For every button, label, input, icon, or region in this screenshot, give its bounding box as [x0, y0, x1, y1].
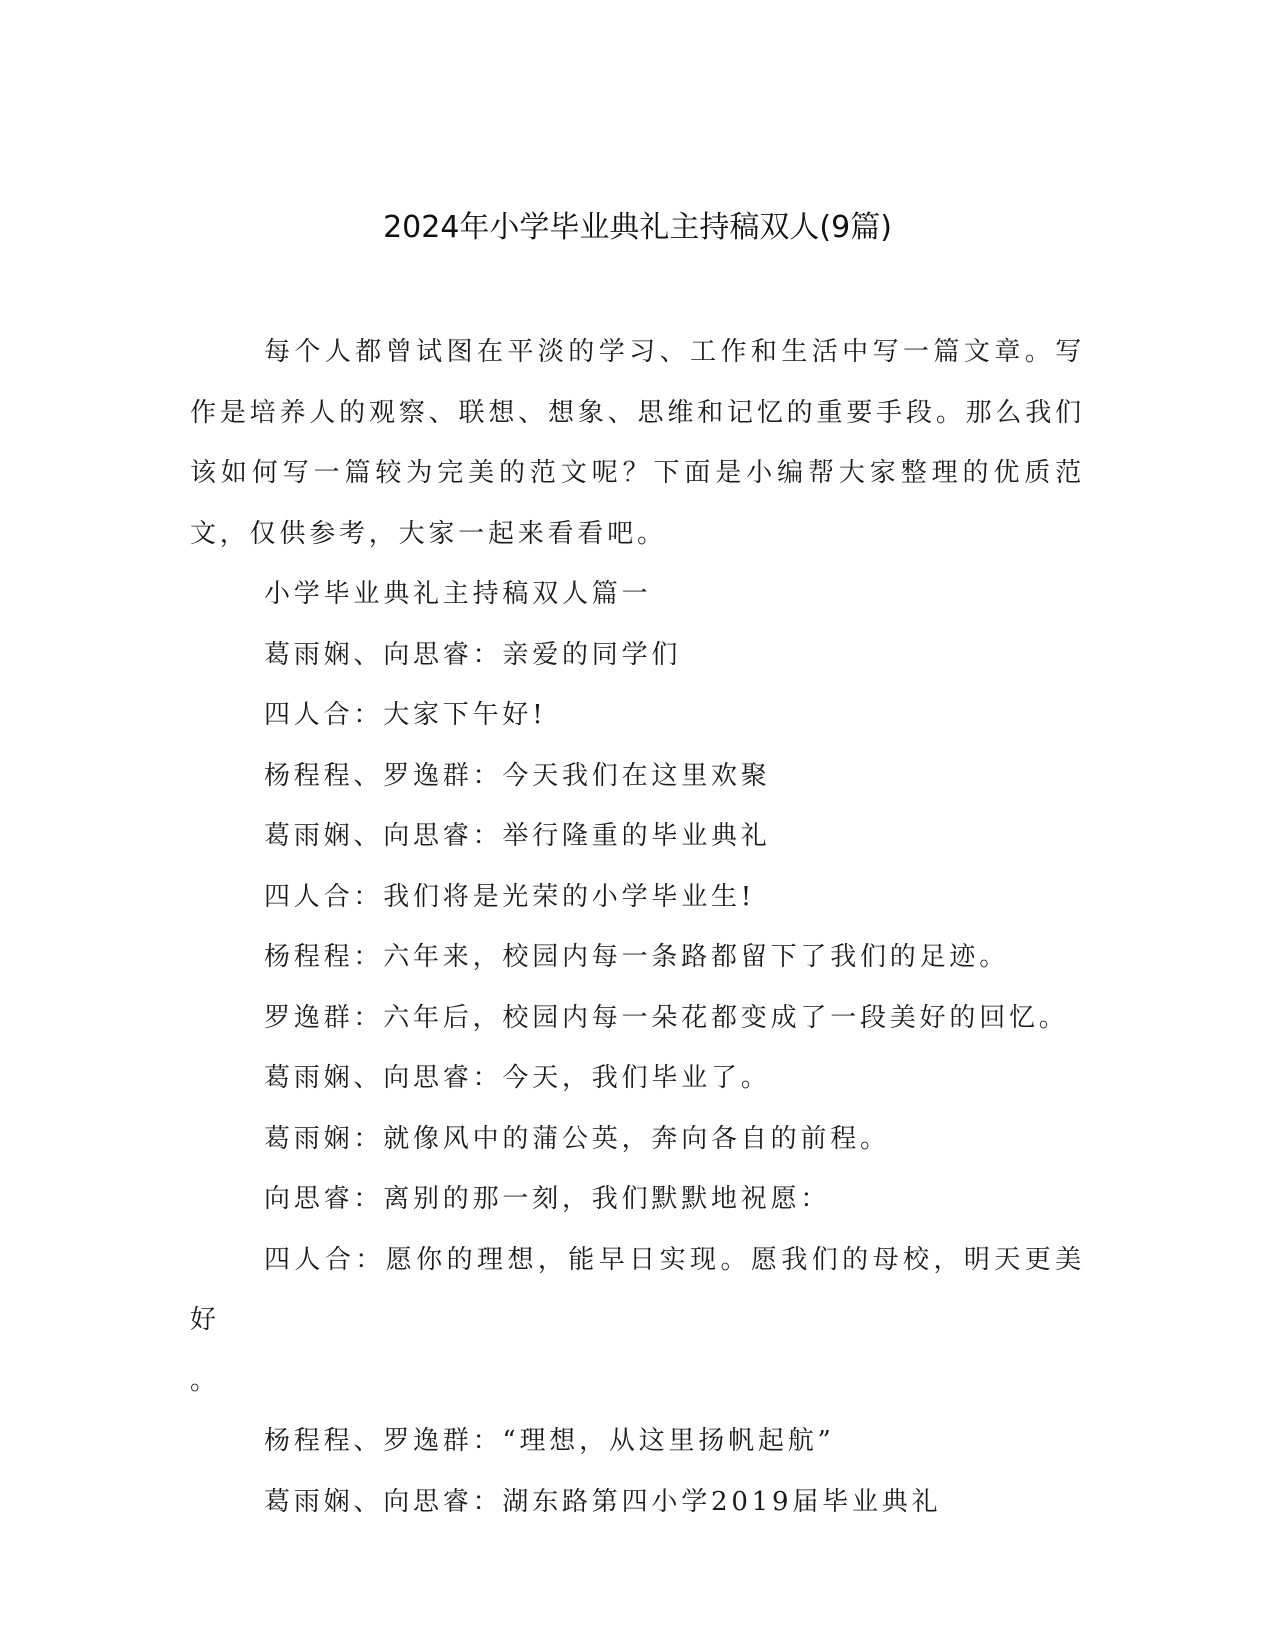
- script-line: 杨程程、罗逸群：“理想，从这里扬帆起航”: [264, 1426, 835, 1456]
- script-line: 四人合：愿你的理想，能早日实现。愿我们的母校，明天更美好: [190, 1244, 1085, 1335]
- script-line: 葛雨娴、向思睿：亲爱的同学们: [264, 639, 682, 670]
- script-line: 葛雨娴、向思睿：举行隆重的毕业典礼: [264, 821, 771, 851]
- script-line: 罗逸群：六年后，校园内每一朵花都变成了一段美好的回忆。: [264, 1002, 1069, 1033]
- document-title: 2024年小学毕业典礼主持稿双人(9篇): [383, 210, 892, 245]
- wrapped-punctuation: 。: [190, 1365, 220, 1396]
- script-line: 葛雨娴、向思睿：今天，我们毕业了。: [264, 1063, 771, 1093]
- document-body: [190, 322, 1085, 1532]
- script-line: 葛雨娴、向思睿：湖东路第四小学2019届毕业典礼: [264, 1486, 942, 1517]
- script-line: 杨程程：六年来，校园内每一条路都留下了我们的足迹。: [264, 942, 1010, 972]
- intro-paragraph: 每个人都曾试图在平淡的学习、工作和生活中写一篇文章。写作是培养人的观察、联想、想象、思维和记忆的重要手段。那么我们该如何写一篇较为完美的范文呢？下面是小编帮大家整理的优质范文，仅供参考，大家一起来看看吧。: [190, 337, 1085, 549]
- section-heading: 小学毕业典礼主持稿双人篇一: [264, 579, 652, 609]
- script-line: 葛雨娴：就像风中的蒲公英，奔向各自的前程。: [264, 1123, 890, 1154]
- script-line: 杨程程、罗逸群：今天我们在这里欢聚: [264, 760, 771, 791]
- script-line: 向思睿：离别的那一刻，我们默默地祝愿：: [264, 1184, 831, 1214]
- script-line: 四人合：大家下午好!: [264, 700, 547, 730]
- script-line: 四人合：我们将是光荣的小学毕业生!: [264, 881, 756, 912]
